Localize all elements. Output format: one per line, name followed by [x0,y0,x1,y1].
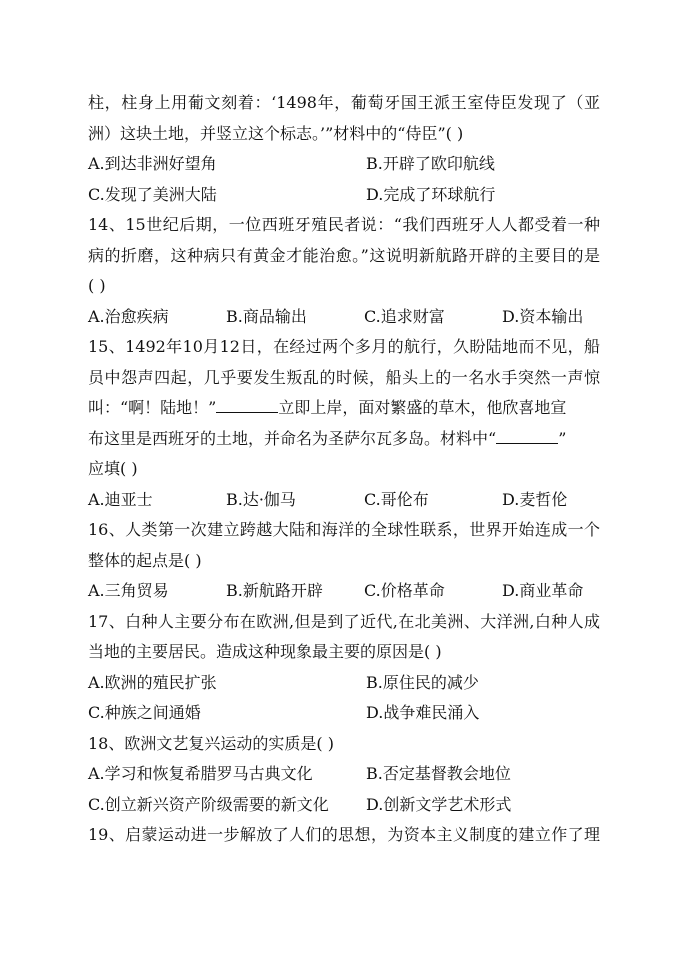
q13-line-1: 柱，柱身上用葡文刻着：‘1498年，葡萄牙国王派王室侍臣发现了（亚 [88,93,600,112]
answer-blank [216,396,278,413]
q15-option-b: B.达·伽马 [226,489,296,509]
q16-line-1: 16、人类第一次建立跨越大陆和海洋的全球性联系，世界开始连成一个 [88,520,600,539]
q15-line-4 [88,424,600,455]
q15-line-3-part-a: 叫：“啊！陆地！” [88,398,217,417]
q15-options [88,485,600,516]
q16-option-b: B.新航路开辟 [226,581,323,600]
q18-option-b: B.否定基督教会地位 [366,764,511,783]
q14-options [88,302,600,333]
q14-option-a: A.治愈疾病 [88,306,169,326]
q16-option-d: D.商业革命 [502,581,584,600]
q18-option-a: A.学习和恢复希腊罗马古典文化 [88,764,313,783]
q18-option-d: D.创新文学艺术形式 [366,794,512,814]
q17-options-row-1 [88,668,600,699]
q15-option-d: D.麦哲伦 [502,489,568,509]
q16-option-a: A.三角贸易 [88,581,169,600]
q15-line-3-part-b: 立即上岸，面对繁盛的草木，他欣喜地宣 [278,398,567,417]
q15-option-a: A.迪亚士 [88,489,153,509]
q17-line-1: 17、白种人主要分布在欧洲,但是到了近代,在北美洲、大洋洲,白种人成 [88,611,600,631]
q13-option-b: B.开辟了欧印航线 [366,154,495,173]
q15-line-2: 员中怨声四起，几乎要发生叛乱的时候，船头上的一名水手突然一声惊 [88,367,600,387]
q16-option-c: C.价格革命 [364,581,445,600]
q15-line-5: 应填( ) [88,459,138,478]
q15-line-4-part-b: ” [558,428,567,448]
q16-options [88,576,600,607]
q17-option-c: C.种族之间通婚 [88,703,201,722]
q14-line-3: ( ) [88,276,106,295]
answer-blank [496,427,558,444]
q13-option-c: C.发现了美洲大陆 [88,184,217,204]
q14-option-b: B.商品输出 [226,306,307,326]
q18-line-1: 18、欧洲文艺复兴运动的实质是( ) [88,733,334,753]
q18-options-row-2 [88,790,600,821]
q13-option-a: A.到达非洲好望角 [88,154,217,173]
q17-option-b: B.原住民的减少 [366,672,479,692]
q18-option-c: C.创立新兴资产阶级需要的新文化 [88,794,329,814]
q14-line-1: 14、15世纪后期，一位西班牙殖民者说：“我们西班牙人人都受着一种 [88,215,600,234]
q14-line-2: 病的折磨，这种病只有黄金才能治愈。”这说明新航路开辟的主要目的是 [88,245,600,265]
q17-line-2: 当地的主要居民。造成这种现象最主要的原因是( ) [88,642,442,661]
q16-line-2: 整体的起点是( ) [88,550,202,570]
q13-option-d: D.完成了环球航行 [366,184,496,204]
q15-line-3 [88,393,600,424]
q18-options-row-1 [88,759,600,790]
q17-option-a: A.欧洲的殖民扩张 [88,672,217,692]
q13-line-2: 洲）这块土地，并竖立这个标志。’”材料中的“侍臣”( ) [88,123,464,143]
q15-line-4-part-a: 布这里是西班牙的土地，并命名为圣萨尔瓦多岛。材料中“ [88,428,497,448]
q19-line-1: 19、启蒙运动进一步解放了人们的思想，为资本主义制度的建立作了理 [88,825,600,844]
q14-option-d: D.资本输出 [502,306,584,326]
q15-option-c: C.哥伦布 [364,489,429,509]
q14-option-c: C.追求财富 [364,306,445,326]
q15-line-1: 15、1492年10月12日，在经过两个多月的航行，久盼陆地而不见，船 [88,337,600,356]
q17-options-row-2 [88,698,600,729]
q13-options-row-1 [88,149,600,180]
q17-option-d: D.战争难民涌入 [366,703,480,722]
q13-options-row-2 [88,180,600,211]
document-page [88,88,600,851]
